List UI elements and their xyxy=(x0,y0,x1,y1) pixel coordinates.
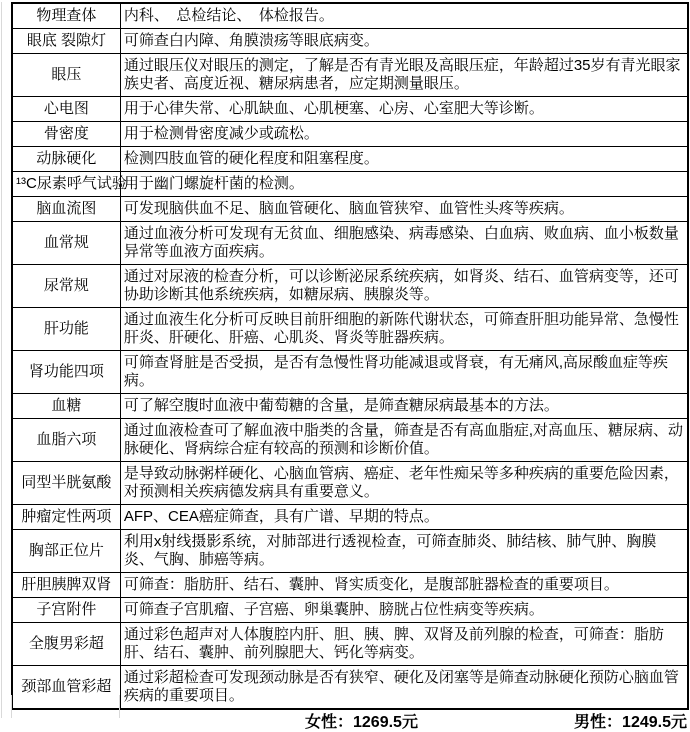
exam-item-description: AFP、CEA癌症筛查，具有广谱、早期的特点。 xyxy=(120,505,688,530)
male-price: 男性：1249.5元 xyxy=(574,714,687,731)
table-row xyxy=(12,97,688,122)
exam-item-description: 通过彩超检查可发现颈动脉是否有狭窄、硬化及闭塞等是筛查动脉硬化预防心脑血管疾病的重要项目。 xyxy=(120,666,688,710)
exam-item-name: 血常规 xyxy=(12,222,120,265)
table-row xyxy=(12,351,688,394)
table-row xyxy=(12,505,688,530)
exam-item-description: 用于幽门螺旋杆菌的检测。 xyxy=(120,172,688,197)
exam-item-description: 用于心律失常、心肌缺血、心肌梗塞、心房、心室肥大等诊断。 xyxy=(120,97,688,122)
exam-item-name: 肝胆胰脾双肾 xyxy=(12,573,120,598)
table-row xyxy=(12,265,688,308)
exam-item-description: 检测四肢血管的硬化程度和阻塞程度。 xyxy=(120,147,688,172)
exam-item-description: 通过眼压仪对眼压的测定，了解是否有青光眼及高眼压症，年龄超过35岁有青光眼家族史者、高度近视、糖尿病患者，应定期测量眼压。 xyxy=(120,54,688,97)
exam-item-description: 内科、 总检结论、 体检报告。 xyxy=(120,3,688,29)
exam-table-body xyxy=(12,3,688,709)
table-row xyxy=(12,172,688,197)
exam-item-name: 胸部正位片 xyxy=(12,530,120,573)
exam-item-description: 可发现脑供血不足、脑血管硬化、脑血管狭窄、血管性头疼等疾病。 xyxy=(120,197,688,222)
exam-item-name: 同型半胱氨酸 xyxy=(12,462,120,505)
exam-item-name: 动脉硬化 xyxy=(12,147,120,172)
table-row xyxy=(12,222,688,265)
exam-item-name: 脑血流图 xyxy=(12,197,120,222)
exam-item-description: 通过血液检查可了解血液中脂类的含量，筛查是否有高血脂症,对高血压、糖尿病、动脉硬化、肾病综合症有较高的预测和诊断价值。 xyxy=(120,419,688,462)
exam-item-name: 颈部血管彩超 xyxy=(12,666,120,710)
exam-table xyxy=(11,2,689,710)
table-row xyxy=(12,54,688,97)
exam-item-name: 肝功能 xyxy=(12,308,120,351)
exam-item-description: 可了解空腹时血液中葡萄糖的含量，是筛查糖尿病最基本的方法。 xyxy=(120,394,688,419)
exam-item-description: 通过血液生化分析可反映目前肝细胞的新陈代谢状态，可筛查肝胆功能异常、急慢性肝炎、肝硬化、肝癌、心肌炎、肾炎等脏器疾病。 xyxy=(120,308,688,351)
sheet-gridline-below-left xyxy=(11,695,12,718)
table-row xyxy=(12,147,688,172)
table-row xyxy=(12,623,688,666)
exam-item-description: 可筛查子宫肌瘤、子宫癌、卵巢囊肿、膀胱占位性病变等疾病。 xyxy=(120,598,688,623)
exam-item-name: 骨密度 xyxy=(12,122,120,147)
exam-item-name: 尿常规 xyxy=(12,265,120,308)
female-price: 女性：1269.5元 xyxy=(305,714,418,731)
exam-item-description: 利用x射线摄影系统，对肺部进行透视检查，可筛查肺炎、肺结核、肺气肿、胸膜炎、气胸、肺癌等病。 xyxy=(120,530,688,573)
exam-item-name: 血糖 xyxy=(12,394,120,419)
exam-item-name: 子宫附件 xyxy=(12,598,120,623)
table-row xyxy=(12,419,688,462)
exam-item-name: ¹³C尿素呼气试验 xyxy=(12,172,120,197)
sheet-gridline-left xyxy=(1,2,2,718)
exam-item-name: 心电图 xyxy=(12,97,120,122)
page xyxy=(0,2,690,731)
table-row xyxy=(12,3,688,29)
table-row xyxy=(12,666,688,710)
table-row xyxy=(12,462,688,505)
exam-item-name: 眼压 xyxy=(12,54,120,97)
exam-item-name: 肿瘤定性两项 xyxy=(12,505,120,530)
table-row xyxy=(12,29,688,54)
table-row xyxy=(12,122,688,147)
exam-item-description: 可筛查：脂肪肝、结石、囊肿、肾实质变化，是腹部脏器检查的重要项目。 xyxy=(120,573,688,598)
table-row xyxy=(12,197,688,222)
exam-item-description: 通过血液分析可发现有无贫血、细胞感染、病毒感染、白血病、败血病、血小板数量异常等血液方面疾病。 xyxy=(120,222,688,265)
price-footer xyxy=(11,710,689,731)
exam-item-name: 眼底 裂隙灯 xyxy=(12,29,120,54)
exam-item-description: 可筛查白内障、角膜溃疡等眼底病变。 xyxy=(120,29,688,54)
exam-item-name: 肾功能四项 xyxy=(12,351,120,394)
exam-item-name: 物理查体 xyxy=(12,3,120,29)
exam-item-name: 全腹男彩超 xyxy=(12,623,120,666)
exam-item-description: 通过对尿液的检查分析，可以诊断泌尿系统疾病，如肾炎、结石、血管病变等，还可协助诊断其他系统疾病，如糖尿病、胰腺炎等。 xyxy=(120,265,688,308)
exam-item-name: 血脂六项 xyxy=(12,419,120,462)
table-row xyxy=(12,394,688,419)
table-row xyxy=(12,308,688,351)
exam-item-description: 是导致动脉粥样硬化、心脑血管病、癌症、老年性痴呆等多种疾病的重要危险因素，对预测相关疾病德发病具有重要意义。 xyxy=(120,462,688,505)
table-row xyxy=(12,573,688,598)
exam-item-description: 可筛查肾脏是否受损，是否有急慢性肾功能减退或肾衰，有无痛风,高尿酸血症等疾病。 xyxy=(120,351,688,394)
table-row xyxy=(12,598,688,623)
table-row xyxy=(12,530,688,573)
sheet-gridline-below-mid xyxy=(119,695,120,718)
exam-item-description: 用于检测骨密度减少或疏松。 xyxy=(120,122,688,147)
exam-item-description: 通过彩色超声对人体腹腔内肝、胆、胰、脾、双肾及前列腺的检查，可筛查：脂肪肝、结石、囊肿、前列腺肥大、钙化等病变。 xyxy=(120,623,688,666)
